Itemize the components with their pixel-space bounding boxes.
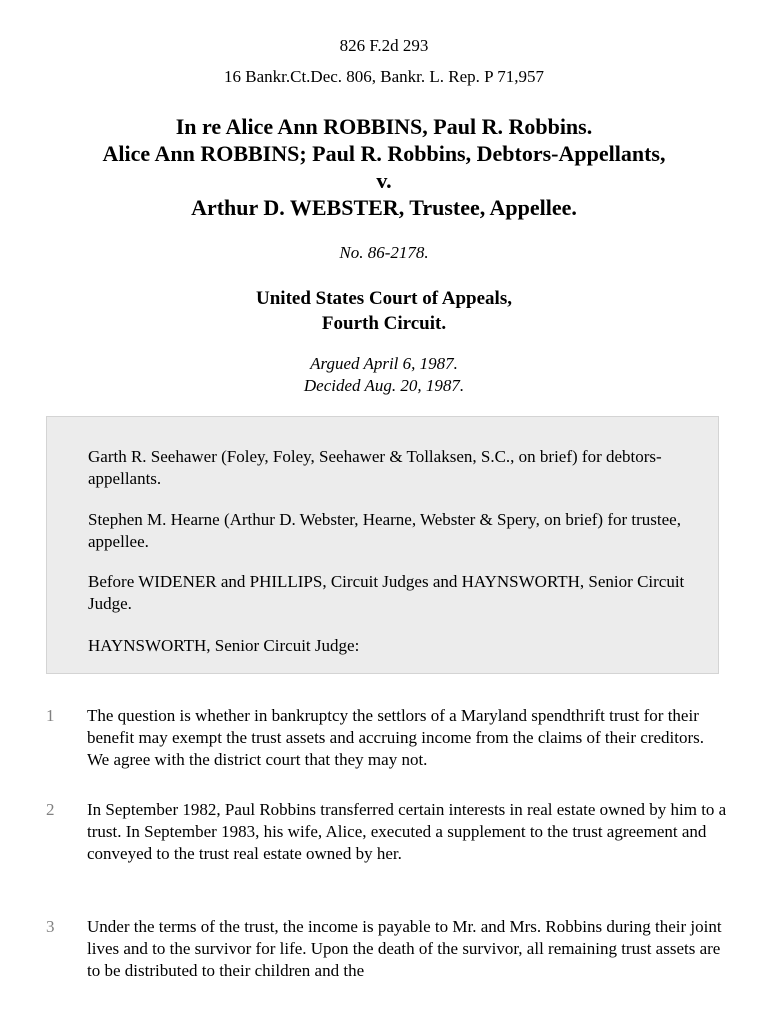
opinion-author: HAYNSWORTH, Senior Circuit Judge: bbox=[88, 636, 360, 655]
case-dates bbox=[0, 353, 768, 397]
panel-judges: Before WIDENER and PHILLIPS, Circuit Judges and HAYNSWORTH, Senior Circuit Judge. bbox=[88, 572, 685, 613]
argued-date: Argued April 6, 1987. bbox=[310, 354, 458, 373]
paragraph-text: In September 1982, Paul Robbins transferred certain interests in real estate owned by him to a trust. In September 1983, his wife, Alice, executed a supplement to the trust agreement and conveyed to the trust real estate owned by her. bbox=[87, 800, 727, 863]
court-name bbox=[0, 286, 768, 336]
paragraph-number: 1 bbox=[46, 706, 55, 725]
reporter-citation: 826 F.2d 293 bbox=[339, 36, 429, 55]
paragraph-text: Under the terms of the trust, the income is payable to Mr. and Mrs. Robbins during their joint lives and to the survivor for life. Upon the death of the survivor, all remaining trust assets are to be distributed to their children and the bbox=[87, 917, 722, 980]
paragraph-number: 2 bbox=[46, 800, 55, 819]
appellee-counsel: Stephen M. Hearne (Arthur D. Webster, Hearne, Webster & Spery, on brief) for trustee, appellee. bbox=[88, 510, 681, 551]
case-title-line-1: In re Alice Ann ROBBINS, Paul R. Robbins. bbox=[175, 114, 593, 139]
case-title-line-2: Alice Ann ROBBINS; Paul R. Robbins, Debtors-Appellants, bbox=[102, 141, 666, 166]
paragraph-number: 3 bbox=[46, 917, 55, 936]
paragraph-text: The question is whether in bankruptcy the settlors of a Maryland spendthrift trust for their benefit may exempt the trust assets and accruing income from the claims of their creditors. We agree with the district court that they may not. bbox=[87, 706, 704, 769]
court-name-line-2: Fourth Circuit. bbox=[321, 313, 447, 334]
case-title bbox=[0, 113, 768, 221]
counsel-box bbox=[46, 416, 719, 674]
court-name-line-1: United States Court of Appeals, bbox=[256, 288, 512, 309]
case-title-line-3: v. bbox=[376, 168, 392, 193]
docket-number: No. 86-2178. bbox=[339, 243, 429, 262]
appellant-counsel: Garth R. Seehawer (Foley, Foley, Seehawer & Tollaksen, S.C., on brief) for debtors-appellants. bbox=[88, 447, 662, 488]
decided-date: Decided Aug. 20, 1987. bbox=[303, 376, 465, 395]
parallel-citations: 16 Bankr.Ct.Dec. 806, Bankr. L. Rep. P 71,957 bbox=[224, 67, 544, 86]
case-title-line-4: Arthur D. WEBSTER, Trustee, Appellee. bbox=[191, 195, 577, 220]
